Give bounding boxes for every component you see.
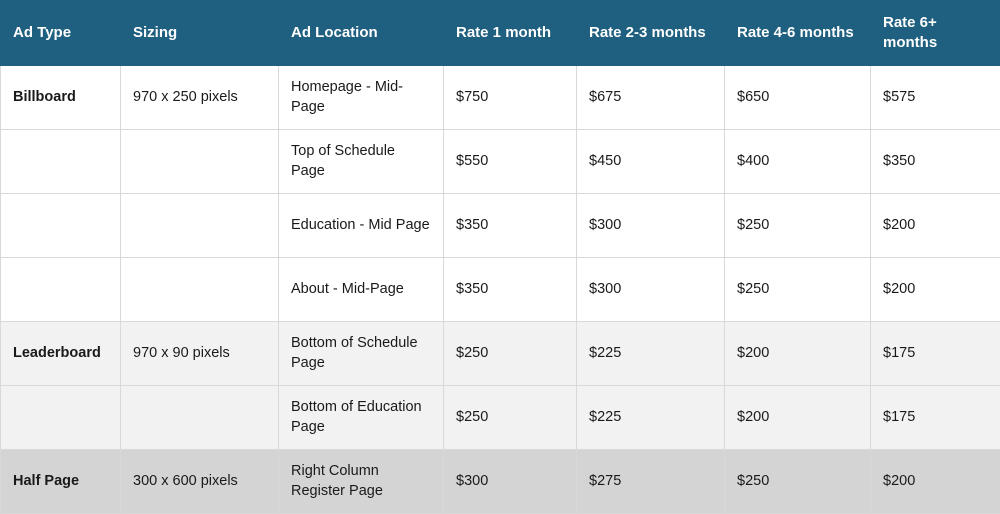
cell-ad-type: Leaderboard: [1, 322, 121, 386]
column-header-rate-6-plus-months: Rate 6+ months: [871, 1, 1000, 66]
cell-ad-location: Bottom of Schedule Page: [279, 322, 444, 386]
cell-rate-4-6-months: $200: [725, 322, 871, 386]
cell-ad-location: Top of Schedule Page: [279, 130, 444, 194]
table-header-row: [1, 1, 1000, 66]
cell-ad-location: About - Mid-Page: [279, 258, 444, 322]
cell-rate-1-month: $750: [444, 66, 577, 130]
cell-ad-location: Homepage - Mid-Page: [279, 66, 444, 130]
cell-sizing: 970 x 90 pixels: [121, 322, 279, 386]
cell-rate-2-3-months: $300: [577, 194, 725, 258]
column-header-ad-location: Ad Location: [279, 1, 444, 66]
cell-ad-type: [1, 194, 121, 258]
cell-rate-6-plus-months: $175: [871, 322, 1000, 386]
cell-rate-1-month: $550: [444, 130, 577, 194]
cell-rate-2-3-months: $225: [577, 386, 725, 450]
column-header-rate-4-6-months: Rate 4-6 months: [725, 1, 871, 66]
column-header-rate-1-month: Rate 1 month: [444, 1, 577, 66]
cell-sizing: 300 x 600 pixels: [121, 450, 279, 514]
table-body: [1, 66, 1000, 514]
cell-rate-4-6-months: $250: [725, 194, 871, 258]
cell-rate-2-3-months: $675: [577, 66, 725, 130]
cell-rate-1-month: $300: [444, 450, 577, 514]
cell-rate-6-plus-months: $350: [871, 130, 1000, 194]
cell-rate-4-6-months: $650: [725, 66, 871, 130]
cell-rate-1-month: $350: [444, 194, 577, 258]
table-row: [1, 194, 1000, 258]
cell-rate-4-6-months: $200: [725, 386, 871, 450]
cell-rate-4-6-months: $400: [725, 130, 871, 194]
column-header-sizing: Sizing: [121, 1, 279, 66]
table-row: [1, 322, 1000, 386]
cell-rate-6-plus-months: $575: [871, 66, 1000, 130]
cell-rate-2-3-months: $450: [577, 130, 725, 194]
cell-ad-type: Half Page: [1, 450, 121, 514]
cell-ad-location: Education - Mid Page: [279, 194, 444, 258]
cell-rate-2-3-months: $225: [577, 322, 725, 386]
cell-sizing: [121, 258, 279, 322]
cell-rate-2-3-months: $275: [577, 450, 725, 514]
cell-ad-location: Bottom of Education Page: [279, 386, 444, 450]
cell-ad-type: [1, 258, 121, 322]
column-header-ad-type: Ad Type: [1, 1, 121, 66]
cell-sizing: [121, 386, 279, 450]
cell-sizing: 970 x 250 pixels: [121, 66, 279, 130]
table-row: [1, 66, 1000, 130]
cell-rate-1-month: $350: [444, 258, 577, 322]
cell-rate-2-3-months: $300: [577, 258, 725, 322]
cell-rate-1-month: $250: [444, 386, 577, 450]
column-header-rate-2-3-months: Rate 2-3 months: [577, 1, 725, 66]
cell-rate-6-plus-months: $200: [871, 450, 1000, 514]
cell-ad-location: Right Column Register Page: [279, 450, 444, 514]
cell-rate-6-plus-months: $200: [871, 258, 1000, 322]
cell-rate-4-6-months: $250: [725, 258, 871, 322]
table-row: [1, 450, 1000, 514]
cell-rate-4-6-months: $250: [725, 450, 871, 514]
table-row: [1, 386, 1000, 450]
table-row: [1, 258, 1000, 322]
cell-rate-6-plus-months: $175: [871, 386, 1000, 450]
cell-sizing: [121, 194, 279, 258]
cell-rate-1-month: $250: [444, 322, 577, 386]
cell-ad-type: [1, 130, 121, 194]
table-row: [1, 130, 1000, 194]
cell-sizing: [121, 130, 279, 194]
table-header: [1, 1, 1000, 66]
cell-rate-6-plus-months: $200: [871, 194, 1000, 258]
cell-ad-type: [1, 386, 121, 450]
cell-ad-type: Billboard: [1, 66, 121, 130]
